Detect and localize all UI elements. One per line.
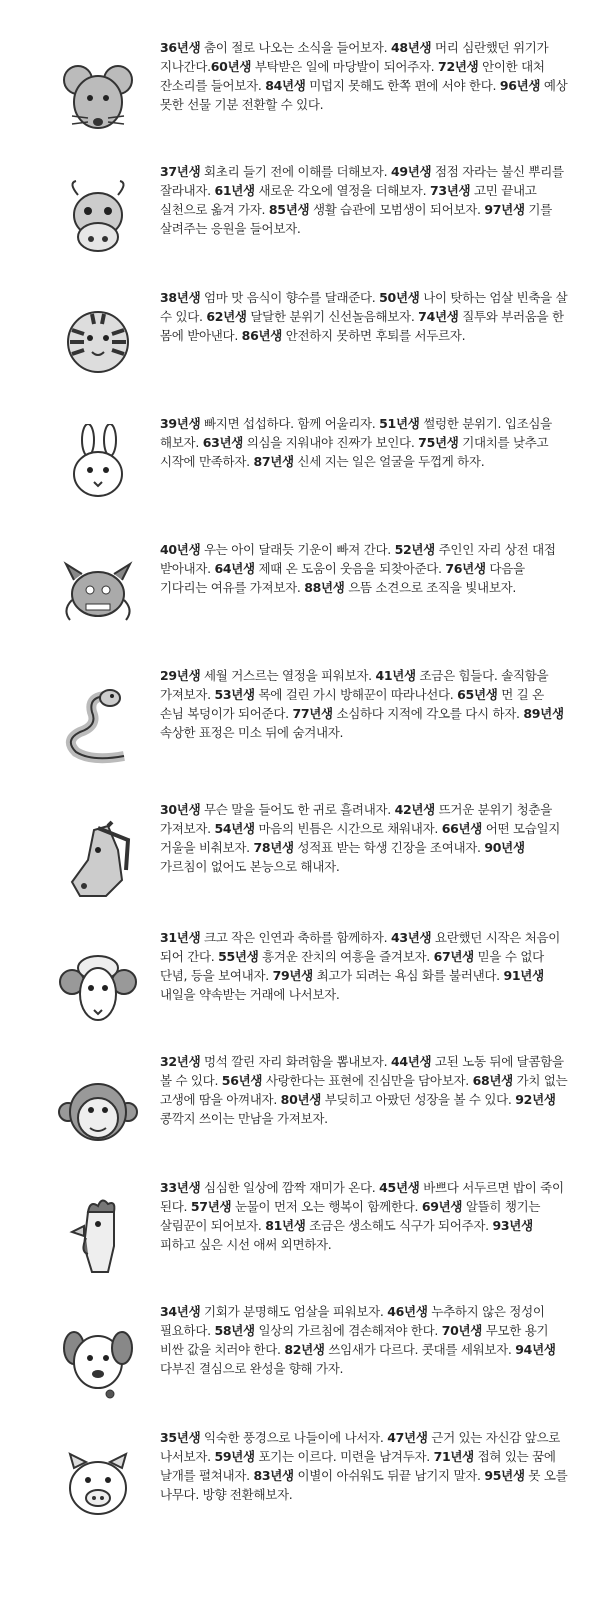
zodiac-text: 34년생 기회가 분명해도 엄살을 피워보자. 46년생 누추하지 않은 정성이 필요하다. 58년생 일상의 가르침에 겸손해져야 한다. 70년생 무모한 용기 비싼 값을 치러야 한다. 82년생 쓰임새가 다르다. 콧대를 세워보자. 94년생 다부진 결심으로 완성을 향해 가자. — [160, 1304, 556, 1376]
zodiac-text: 37년생 회초리 들기 전에 이해를 더해보자. 49년생 점점 자라는 불신 뿌리를 잘라내자. 61년생 새로운 각오에 열정을 더해보자. 73년생 고민 끝내고 실천으로 옮겨 가자. 85년생 생활 습관에 모범생이 되어보자. 97년생 기를 살려주는 응원을 들어보자. — [160, 164, 564, 236]
zodiac-text: 30년생 무슨 말을 들어도 한 귀로 흘려내자. 42년생 뜨거운 분위기 청춘을 가져보자. 54년생 마음의 빈틈은 시간으로 채워내자. 66년생 어떤 모습일지 거울을 비춰보자. 78년생 성적표 받는 학생 긴장을 조여내자. 90년생 가르침이 없어도 본능으로 해내자. — [160, 802, 561, 874]
snake-icon — [58, 686, 138, 766]
zodiac-text: 35년생 익숙한 풍경으로 나들이에 나서자. 47년생 근거 있는 자신감 앞으로 나서보자. 59년생 포기는 이르다. 미련을 남겨두자. 71년생 접혀 있는 꿈에 날개를 펼쳐내자. 83년생 이별이 아쉬워도 뒤끝 남기지 말자. 95년생 못 오를 나무다. 방향 전환해보자. — [160, 1430, 568, 1502]
zodiac-text: 39년생 빠지면 섭섭하다. 함께 어울리자. 51년생 썰렁한 분위기. 입조심을 해보자. 63년생 의심을 지워내야 진짜가 보인다. 75년생 기대치를 낮추고 시작에 만족하자. 87년생 신세 지는 일은 얼굴을 두껍게 하자. — [160, 416, 552, 469]
rabbit-icon — [58, 424, 138, 504]
horse-icon — [58, 820, 138, 900]
zodiac-text: 33년생 심심한 일상에 깜짝 재미가 온다. 45년생 바쁘다 서두르면 밥이 죽이 된다. 57년생 눈물이 먼저 오는 행복이 함께한다. 69년생 알뜰히 챙기는 살림꾼이 되어보자. 81년생 조금은 생소해도 식구가 되어주자. 93년생 피하고 싶은 시선 애써 외면하자. — [160, 1180, 564, 1252]
sheep-icon — [58, 948, 138, 1028]
rooster-icon — [58, 1196, 138, 1276]
dog-icon — [58, 1322, 138, 1402]
zodiac-text: 32년생 멍석 깔린 자리 화려함을 뽐내보자. 44년생 고된 노동 뒤에 달콤함을 볼 수 있다. 56년생 사랑한다는 표현에 진심만을 담아보자. 68년생 가치 없는 고생에 땀을 아껴내자. 80년생 부딪히고 아팠던 성장을 볼 수 있다. 92년생 콩깍지 쓰이는 만남을 가져보자. — [160, 1054, 568, 1126]
zodiac-text: 40년생 우는 아이 달래듯 기운이 빠져 간다. 52년생 주인인 자리 상전 대접 받아내자. 64년생 제때 온 도움이 웃음을 되찾아준다. 76년생 다음을 기다리는 여유를 가져보자. 88년생 으뜸 소견으로 조직을 빛내보자. — [160, 542, 556, 595]
ox-icon — [58, 177, 138, 257]
tiger-icon — [58, 300, 138, 380]
zodiac-text: 29년생 세월 거스르는 열정을 피워보자. 41년생 조금은 힘들다. 솔직함을 가져보자. 53년생 목에 걸린 가시 방해꾼이 따라나선다. 65년생 먼 길 온 손님 복덩이가 되어준다. 77년생 소심하다 지적에 각오를 다시 하자. 89년생 속상한 표정은 미소 뒤에 숨겨내자. — [160, 668, 564, 740]
zodiac-text: 38년생 엄마 맛 음식이 향수를 달래준다. 50년생 나이 탓하는 엄살 빈축을 살 수 있다. 62년생 달달한 분위기 신선놀음해보자. 74년생 질투와 부러움을 한 몸에 받아낸다. 86년생 안전하지 못하면 후퇴를 서두르자. — [160, 290, 568, 343]
zodiac-text: 31년생 크고 작은 인연과 축하를 함께하자. 43년생 요란했던 시작은 처음이 되어 간다. 55년생 흥겨운 잔치의 여흥을 즐겨보자. 67년생 믿을 수 없다 단념, 등을 보여내자. 79년생 최고가 되려는 욕심 화를 불러낸다. 91년생 내일을 약속받는 거래에 나서보자. — [160, 930, 561, 1002]
rat-icon — [58, 58, 138, 138]
zodiac-text: 36년생 춤이 절로 나오는 소식을 들어보자. 48년생 머리 심란했던 위기가 지나간다.60년생 부탁받은 일에 마당발이 되어주자. 72년생 안이한 대처 잔소리를 들어보자. 84년생 미덥지 못해도 한쪽 편에 서야 한다. 96년생 예상 못한 선물 기분 전환할 수 있다. — [160, 40, 568, 112]
dragon-icon — [58, 550, 138, 630]
monkey-icon — [58, 1072, 138, 1152]
pig-icon — [58, 1446, 138, 1526]
